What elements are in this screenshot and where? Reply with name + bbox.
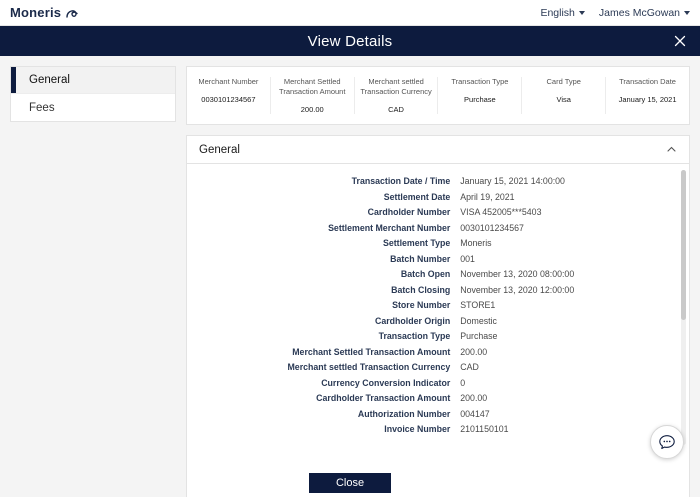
sidebar-item-general[interactable] [11, 67, 175, 94]
detail-row [187, 207, 675, 217]
chevron-down-icon [684, 11, 690, 15]
summary-cell-transaction-type [438, 77, 522, 114]
summary-value: January 15, 2021 [618, 95, 677, 105]
detail-value: 200.00 [460, 346, 488, 357]
summary-label: Merchant settled Transaction Currency [360, 77, 432, 97]
detail-value: 0030101234567 [460, 222, 524, 233]
detail-label: Cardholder Origin [374, 315, 451, 326]
dialog-title: View Details [307, 32, 393, 50]
sidebar-item-fees[interactable] [11, 94, 175, 121]
sidebar-item-label: General [29, 74, 70, 86]
detail-row [187, 378, 675, 388]
detail-label: Currency Conversion Indicator [321, 377, 451, 388]
detail-row [187, 223, 675, 233]
chevron-up-icon[interactable] [666, 144, 677, 155]
summary-cell-card-type [522, 77, 606, 114]
detail-row [187, 300, 675, 310]
detail-value: STORE1 [460, 300, 496, 311]
detail-rows [187, 176, 689, 434]
summary-cell-merchant-settled-currency [355, 77, 439, 114]
user-menu[interactable] [599, 7, 690, 19]
detail-row [187, 192, 675, 202]
chat-bubble-icon[interactable] [650, 425, 684, 459]
language-selector[interactable] [540, 7, 584, 19]
summary-label: Card Type [546, 77, 581, 86]
detail-row [187, 409, 675, 419]
summary-cell-merchant-number [187, 77, 271, 114]
detail-value: Domestic [460, 315, 497, 326]
detail-value: 2101150101 [460, 424, 509, 435]
dialog-sidebar [10, 66, 176, 122]
detail-label: Invoice Number [384, 424, 451, 435]
summary-value: Visa [556, 95, 571, 105]
detail-label: Batch Open [400, 269, 451, 280]
detail-value: 0 [460, 377, 466, 388]
detail-row [187, 331, 675, 341]
detail-label: Store Number [392, 300, 451, 311]
summary-label: Merchant Settled Transaction Amount [279, 77, 346, 97]
top-bar-right [540, 7, 690, 19]
dialog-main [186, 66, 690, 497]
language-label: English [540, 6, 575, 19]
close-button[interactable]: Close [309, 473, 391, 493]
general-panel-header[interactable] [187, 136, 689, 164]
summary-label: Merchant Number [198, 77, 259, 86]
detail-row [187, 238, 675, 248]
detail-label: Batch Closing [391, 284, 451, 295]
detail-row [187, 176, 675, 186]
summary-value: 200.00 [300, 105, 324, 115]
summary-value: 0030101234567 [201, 95, 256, 105]
brand-name: Moneris [10, 5, 62, 20]
detail-row [187, 254, 675, 264]
detail-value: VISA 452005***5403 [460, 207, 542, 218]
detail-label: Cardholder Number [367, 207, 451, 218]
detail-value: April 19, 2021 [460, 191, 515, 202]
top-bar [0, 0, 700, 26]
detail-label: Settlement Date [383, 191, 451, 202]
detail-value: Moneris [460, 238, 492, 249]
panel-scrollbar[interactable] [681, 170, 686, 445]
swirl-logo-icon [64, 5, 80, 21]
general-panel-body [187, 164, 689, 497]
panel-scrollbar-thumb[interactable] [681, 170, 686, 320]
detail-row [187, 285, 675, 295]
detail-label: Cardholder Transaction Amount [316, 393, 451, 404]
sidebar-item-label: Fees [29, 101, 55, 114]
chevron-down-icon [579, 11, 585, 15]
detail-row [187, 347, 675, 357]
summary-strip [186, 66, 690, 125]
close-icon[interactable] [672, 33, 688, 49]
detail-label: Transaction Type [378, 331, 451, 342]
detail-value: CAD [460, 362, 479, 373]
detail-label: Batch Number [390, 253, 451, 264]
detail-value: 004147 [460, 408, 490, 419]
detail-value: 001 [460, 253, 475, 264]
detail-value: November 13, 2020 12:00:00 [460, 284, 575, 295]
detail-label: Merchant Settled Transaction Amount [292, 346, 451, 357]
detail-row [187, 424, 675, 434]
summary-cell-transaction-date [606, 77, 689, 114]
dialog-header [0, 26, 700, 56]
detail-value: 200.00 [460, 393, 488, 404]
detail-value: Purchase [460, 331, 498, 342]
general-panel-title: General [199, 143, 240, 156]
detail-label: Settlement Merchant Number [328, 222, 451, 233]
summary-label: Transaction Type [451, 77, 509, 86]
detail-row [187, 393, 675, 403]
detail-label: Authorization Number [357, 408, 451, 419]
summary-label: Transaction Date [619, 77, 676, 86]
detail-label: Transaction Date / Time [351, 176, 451, 187]
detail-label: Merchant settled Transaction Currency [287, 362, 451, 373]
detail-value: November 13, 2020 08:00:00 [460, 269, 575, 280]
summary-value: CAD [388, 105, 404, 115]
general-panel [186, 135, 690, 497]
summary-value: Purchase [464, 95, 496, 105]
detail-row [187, 316, 675, 326]
brand-logo[interactable] [10, 5, 80, 21]
summary-cell-merchant-settled-amount [271, 77, 355, 114]
detail-row [187, 362, 675, 372]
user-name: James McGowan [598, 6, 680, 19]
detail-row [187, 269, 675, 279]
detail-label: Settlement Type [382, 238, 451, 249]
dialog-footer [0, 473, 700, 497]
dialog-body [0, 56, 700, 497]
detail-value: January 15, 2021 14:00:00 [460, 176, 565, 187]
